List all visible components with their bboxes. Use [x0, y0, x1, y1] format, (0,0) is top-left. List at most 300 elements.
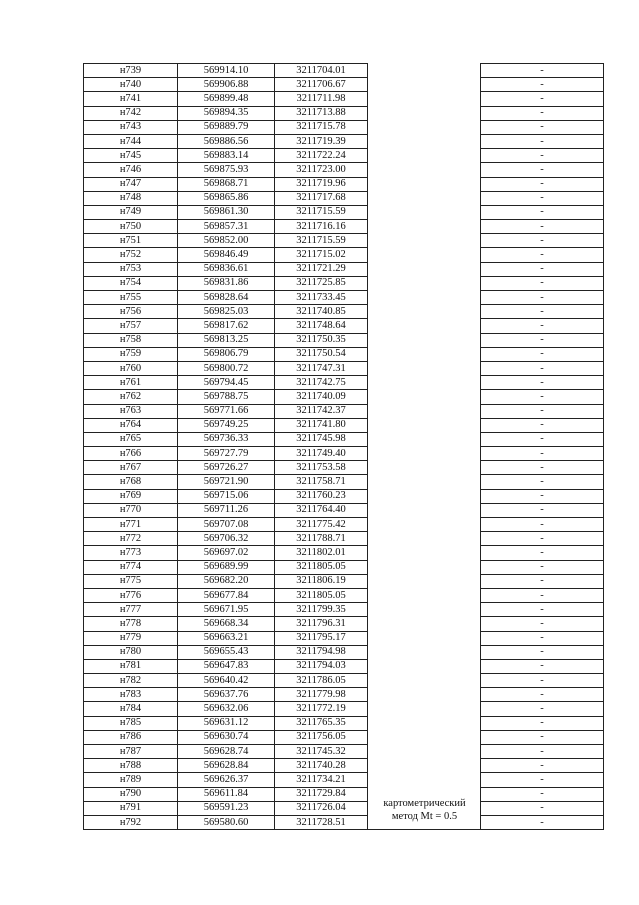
point-id-cell: н742 [84, 106, 178, 120]
table-row [84, 759, 604, 773]
y-coordinate-cell: 3211786.05 [275, 674, 368, 688]
x-coordinate-cell: 569749.25 [178, 418, 275, 432]
precision-cell: - [481, 645, 604, 659]
y-coordinate-cell: 3211728.51 [275, 815, 368, 829]
precision-cell: - [481, 149, 604, 163]
point-id-cell: н756 [84, 305, 178, 319]
table-row [84, 815, 604, 829]
y-coordinate-cell: 3211760.23 [275, 489, 368, 503]
point-id-cell: н749 [84, 205, 178, 219]
y-coordinate-cell: 3211706.67 [275, 78, 368, 92]
table-row [84, 361, 604, 375]
method-cell [368, 659, 481, 673]
precision-cell: - [481, 716, 604, 730]
precision-cell: - [481, 475, 604, 489]
table-row [84, 745, 604, 759]
point-id-cell: н763 [84, 404, 178, 418]
table-row [84, 149, 604, 163]
precision-cell: - [481, 518, 604, 532]
y-coordinate-cell: 3211734.21 [275, 773, 368, 787]
method-note-line2: метод Mt = 0.5 [391, 810, 458, 822]
method-cell [368, 262, 481, 276]
table-row [84, 461, 604, 475]
y-coordinate-cell: 3211704.01 [275, 64, 368, 78]
table-row [84, 787, 604, 801]
precision-cell: - [481, 78, 604, 92]
y-coordinate-cell: 3211750.54 [275, 347, 368, 361]
point-id-cell: н780 [84, 645, 178, 659]
precision-cell: - [481, 503, 604, 517]
method-cell [368, 347, 481, 361]
method-cell [368, 503, 481, 517]
point-id-cell: н786 [84, 730, 178, 744]
point-id-cell: н782 [84, 674, 178, 688]
table-row [84, 503, 604, 517]
table-row [84, 248, 604, 262]
x-coordinate-cell: 569689.99 [178, 560, 275, 574]
precision-cell: - [481, 759, 604, 773]
method-cell [368, 319, 481, 333]
y-coordinate-cell: 3211764.40 [275, 503, 368, 517]
method-cell [368, 149, 481, 163]
method-cell [368, 333, 481, 347]
x-coordinate-cell: 569640.42 [178, 674, 275, 688]
method-cell [368, 376, 481, 390]
y-coordinate-cell: 3211726.04 [275, 801, 368, 815]
point-id-cell: н765 [84, 432, 178, 446]
method-cell [368, 773, 481, 787]
point-id-cell: н754 [84, 276, 178, 290]
y-coordinate-cell: 3211748.64 [275, 319, 368, 333]
x-coordinate-cell: 569628.74 [178, 745, 275, 759]
table-row [84, 518, 604, 532]
point-id-cell: н783 [84, 688, 178, 702]
y-coordinate-cell: 3211715.59 [275, 205, 368, 219]
point-id-cell: н760 [84, 361, 178, 375]
x-coordinate-cell: 569580.60 [178, 815, 275, 829]
table-row [84, 617, 604, 631]
table-row [84, 92, 604, 106]
precision-cell: - [481, 120, 604, 134]
y-coordinate-cell: 3211805.05 [275, 588, 368, 602]
x-coordinate-cell: 569846.49 [178, 248, 275, 262]
x-coordinate-cell: 569697.02 [178, 546, 275, 560]
table-row [84, 333, 604, 347]
method-cell [368, 447, 481, 461]
y-coordinate-cell: 3211805.05 [275, 560, 368, 574]
y-coordinate-cell: 3211741.80 [275, 418, 368, 432]
precision-cell: - [481, 248, 604, 262]
x-coordinate-cell: 569711.26 [178, 503, 275, 517]
method-cell [368, 234, 481, 248]
table-row [84, 234, 604, 248]
y-coordinate-cell: 3211765.35 [275, 716, 368, 730]
precision-cell: - [481, 617, 604, 631]
precision-cell: - [481, 489, 604, 503]
precision-cell: - [481, 191, 604, 205]
method-cell [368, 603, 481, 617]
x-coordinate-cell: 569857.31 [178, 220, 275, 234]
method-cell [368, 645, 481, 659]
precision-cell: - [481, 276, 604, 290]
point-id-cell: н766 [84, 447, 178, 461]
method-cell [368, 64, 481, 78]
table-row [84, 78, 604, 92]
precision-cell: - [481, 134, 604, 148]
x-coordinate-cell: 569632.06 [178, 702, 275, 716]
y-coordinate-cell: 3211742.37 [275, 404, 368, 418]
table-row [84, 447, 604, 461]
precision-cell: - [481, 376, 604, 390]
y-coordinate-cell: 3211719.96 [275, 177, 368, 191]
precision-cell: - [481, 674, 604, 688]
precision-cell: - [481, 461, 604, 475]
method-cell [368, 617, 481, 631]
point-id-cell: н772 [84, 532, 178, 546]
point-id-cell: н755 [84, 291, 178, 305]
precision-cell: - [481, 560, 604, 574]
x-coordinate-cell: 569715.06 [178, 489, 275, 503]
precision-cell: - [481, 220, 604, 234]
coordinates-table-body [84, 64, 604, 830]
x-coordinate-cell: 569671.95 [178, 603, 275, 617]
point-id-cell: н751 [84, 234, 178, 248]
point-id-cell: н790 [84, 787, 178, 801]
precision-cell: - [481, 773, 604, 787]
precision-cell: - [481, 404, 604, 418]
method-cell [368, 220, 481, 234]
precision-cell: - [481, 603, 604, 617]
precision-cell: - [481, 815, 604, 829]
table-row [84, 574, 604, 588]
point-id-cell: н773 [84, 546, 178, 560]
table-row [84, 220, 604, 234]
x-coordinate-cell: 569899.48 [178, 92, 275, 106]
method-cell [368, 191, 481, 205]
x-coordinate-cell: 569914.10 [178, 64, 275, 78]
point-id-cell: н791 [84, 801, 178, 815]
x-coordinate-cell: 569889.79 [178, 120, 275, 134]
x-coordinate-cell: 569706.32 [178, 532, 275, 546]
table-row [84, 163, 604, 177]
point-id-cell: н789 [84, 773, 178, 787]
point-id-cell: н784 [84, 702, 178, 716]
method-cell [368, 305, 481, 319]
precision-cell: - [481, 588, 604, 602]
y-coordinate-cell: 3211711.98 [275, 92, 368, 106]
precision-cell: - [481, 333, 604, 347]
point-id-cell: н746 [84, 163, 178, 177]
x-coordinate-cell: 569647.83 [178, 659, 275, 673]
point-id-cell: н747 [84, 177, 178, 191]
method-cell [368, 532, 481, 546]
x-coordinate-cell: 569806.79 [178, 347, 275, 361]
x-coordinate-cell: 569736.33 [178, 432, 275, 446]
table-row [84, 205, 604, 219]
x-coordinate-cell: 569852.00 [178, 234, 275, 248]
point-id-cell: н787 [84, 745, 178, 759]
point-id-cell: н792 [84, 815, 178, 829]
precision-cell: - [481, 688, 604, 702]
point-id-cell: н769 [84, 489, 178, 503]
table-row [84, 645, 604, 659]
table-row [84, 532, 604, 546]
precision-cell: - [481, 390, 604, 404]
coordinates-table [83, 63, 604, 830]
x-coordinate-cell: 569626.37 [178, 773, 275, 787]
method-cell [368, 730, 481, 744]
table-row [84, 291, 604, 305]
point-id-cell: н781 [84, 659, 178, 673]
table-row [84, 773, 604, 787]
table-row [84, 347, 604, 361]
x-coordinate-cell: 569906.88 [178, 78, 275, 92]
table-row [84, 432, 604, 446]
method-cell [368, 702, 481, 716]
point-id-cell: н759 [84, 347, 178, 361]
precision-cell: - [481, 631, 604, 645]
table-row [84, 801, 604, 815]
y-coordinate-cell: 3211795.17 [275, 631, 368, 645]
y-coordinate-cell: 3211753.58 [275, 461, 368, 475]
precision-cell: - [481, 532, 604, 546]
x-coordinate-cell: 569707.08 [178, 518, 275, 532]
precision-cell: - [481, 262, 604, 276]
x-coordinate-cell: 569655.43 [178, 645, 275, 659]
table-row [84, 376, 604, 390]
precision-cell: - [481, 106, 604, 120]
x-coordinate-cell: 569813.25 [178, 333, 275, 347]
precision-cell: - [481, 659, 604, 673]
method-note-line1: картометрический [383, 798, 466, 809]
y-coordinate-cell: 3211740.28 [275, 759, 368, 773]
precision-cell: - [481, 163, 604, 177]
y-coordinate-cell: 3211733.45 [275, 291, 368, 305]
x-coordinate-cell: 569825.03 [178, 305, 275, 319]
table-row [84, 276, 604, 290]
x-coordinate-cell: 569630.74 [178, 730, 275, 744]
point-id-cell: н748 [84, 191, 178, 205]
point-id-cell: н752 [84, 248, 178, 262]
y-coordinate-cell: 3211713.88 [275, 106, 368, 120]
precision-cell: - [481, 418, 604, 432]
precision-cell: - [481, 64, 604, 78]
y-coordinate-cell: 3211715.78 [275, 120, 368, 134]
point-id-cell: н741 [84, 92, 178, 106]
precision-cell: - [481, 447, 604, 461]
y-coordinate-cell: 3211772.19 [275, 702, 368, 716]
table-row [84, 489, 604, 503]
table-row [84, 631, 604, 645]
precision-cell: - [481, 234, 604, 248]
table-row [84, 305, 604, 319]
y-coordinate-cell: 3211723.00 [275, 163, 368, 177]
point-id-cell: н776 [84, 588, 178, 602]
point-id-cell: н758 [84, 333, 178, 347]
point-id-cell: н785 [84, 716, 178, 730]
precision-cell: - [481, 319, 604, 333]
x-coordinate-cell: 569800.72 [178, 361, 275, 375]
y-coordinate-cell: 3211715.02 [275, 248, 368, 262]
table-row [84, 674, 604, 688]
x-coordinate-cell: 569868.71 [178, 177, 275, 191]
point-id-cell: н750 [84, 220, 178, 234]
y-coordinate-cell: 3211740.09 [275, 390, 368, 404]
y-coordinate-cell: 3211721.29 [275, 262, 368, 276]
y-coordinate-cell: 3211794.98 [275, 645, 368, 659]
method-cell [368, 759, 481, 773]
precision-cell: - [481, 546, 604, 560]
point-id-cell: н761 [84, 376, 178, 390]
y-coordinate-cell: 3211788.71 [275, 532, 368, 546]
precision-cell: - [481, 574, 604, 588]
x-coordinate-cell: 569865.86 [178, 191, 275, 205]
point-id-cell: н771 [84, 518, 178, 532]
point-id-cell: н743 [84, 120, 178, 134]
point-id-cell: н744 [84, 134, 178, 148]
x-coordinate-cell: 569828.64 [178, 291, 275, 305]
y-coordinate-cell: 3211794.03 [275, 659, 368, 673]
point-id-cell: н779 [84, 631, 178, 645]
method-cell [368, 404, 481, 418]
table-row [84, 418, 604, 432]
y-coordinate-cell: 3211725.85 [275, 276, 368, 290]
point-id-cell: н762 [84, 390, 178, 404]
precision-cell: - [481, 801, 604, 815]
x-coordinate-cell: 569875.93 [178, 163, 275, 177]
method-cell [368, 390, 481, 404]
precision-cell: - [481, 92, 604, 106]
x-coordinate-cell: 569721.90 [178, 475, 275, 489]
table-row [84, 588, 604, 602]
x-coordinate-cell: 569894.35 [178, 106, 275, 120]
method-cell [368, 716, 481, 730]
method-cell [368, 631, 481, 645]
table-row [84, 134, 604, 148]
point-id-cell: н788 [84, 759, 178, 773]
precision-cell: - [481, 730, 604, 744]
precision-cell: - [481, 205, 604, 219]
point-id-cell: н775 [84, 574, 178, 588]
method-cell [368, 588, 481, 602]
x-coordinate-cell: 569883.14 [178, 149, 275, 163]
y-coordinate-cell: 3211750.35 [275, 333, 368, 347]
method-cell [368, 461, 481, 475]
precision-cell: - [481, 291, 604, 305]
table-row [84, 390, 604, 404]
method-cell [368, 163, 481, 177]
method-cell [368, 92, 481, 106]
table-row [84, 603, 604, 617]
x-coordinate-cell: 569668.34 [178, 617, 275, 631]
x-coordinate-cell: 569836.61 [178, 262, 275, 276]
x-coordinate-cell: 569663.21 [178, 631, 275, 645]
method-cell [368, 106, 481, 120]
x-coordinate-cell: 569628.84 [178, 759, 275, 773]
y-coordinate-cell: 3211740.85 [275, 305, 368, 319]
y-coordinate-cell: 3211716.16 [275, 220, 368, 234]
table-row [84, 64, 604, 78]
table-row [84, 177, 604, 191]
x-coordinate-cell: 569861.30 [178, 205, 275, 219]
table-row [84, 730, 604, 744]
table-row [84, 120, 604, 134]
point-id-cell: н778 [84, 617, 178, 631]
point-id-cell: н757 [84, 319, 178, 333]
table-row [84, 404, 604, 418]
y-coordinate-cell: 3211747.31 [275, 361, 368, 375]
method-cell [368, 134, 481, 148]
method-cell [368, 361, 481, 375]
table-row [84, 191, 604, 205]
method-cell [368, 120, 481, 134]
point-id-cell: н739 [84, 64, 178, 78]
y-coordinate-cell: 3211758.71 [275, 475, 368, 489]
y-coordinate-cell: 3211722.24 [275, 149, 368, 163]
point-id-cell: н753 [84, 262, 178, 276]
table-row [84, 560, 604, 574]
point-id-cell: н740 [84, 78, 178, 92]
x-coordinate-cell: 569682.20 [178, 574, 275, 588]
y-coordinate-cell: 3211719.39 [275, 134, 368, 148]
x-coordinate-cell: 569591.23 [178, 801, 275, 815]
y-coordinate-cell: 3211717.68 [275, 191, 368, 205]
y-coordinate-cell: 3211715.59 [275, 234, 368, 248]
precision-cell: - [481, 702, 604, 716]
y-coordinate-cell: 3211775.42 [275, 518, 368, 532]
precision-cell: - [481, 177, 604, 191]
table-row [84, 319, 604, 333]
x-coordinate-cell: 569637.76 [178, 688, 275, 702]
precision-cell: - [481, 745, 604, 759]
method-cell [368, 745, 481, 759]
y-coordinate-cell: 3211745.32 [275, 745, 368, 759]
method-cell [368, 574, 481, 588]
method-cell [368, 291, 481, 305]
y-coordinate-cell: 3211779.98 [275, 688, 368, 702]
method-cell [368, 674, 481, 688]
method-cell [368, 546, 481, 560]
method-cell [368, 418, 481, 432]
y-coordinate-cell: 3211745.98 [275, 432, 368, 446]
method-cell [368, 248, 481, 262]
method-cell [368, 518, 481, 532]
precision-cell: - [481, 787, 604, 801]
method-cell [368, 276, 481, 290]
point-id-cell: н777 [84, 603, 178, 617]
table-row [84, 106, 604, 120]
precision-cell: - [481, 432, 604, 446]
y-coordinate-cell: 3211799.35 [275, 603, 368, 617]
x-coordinate-cell: 569727.79 [178, 447, 275, 461]
method-cell [368, 489, 481, 503]
x-coordinate-cell: 569788.75 [178, 390, 275, 404]
method-cell [368, 205, 481, 219]
point-id-cell: н770 [84, 503, 178, 517]
x-coordinate-cell: 569611.84 [178, 787, 275, 801]
x-coordinate-cell: 569831.86 [178, 276, 275, 290]
precision-cell: - [481, 361, 604, 375]
method-cell [368, 475, 481, 489]
table-row [84, 546, 604, 560]
x-coordinate-cell: 569677.84 [178, 588, 275, 602]
x-coordinate-cell: 569886.56 [178, 134, 275, 148]
y-coordinate-cell: 3211796.31 [275, 617, 368, 631]
point-id-cell: н764 [84, 418, 178, 432]
table-row [84, 688, 604, 702]
table-row [84, 262, 604, 276]
x-coordinate-cell: 569817.62 [178, 319, 275, 333]
